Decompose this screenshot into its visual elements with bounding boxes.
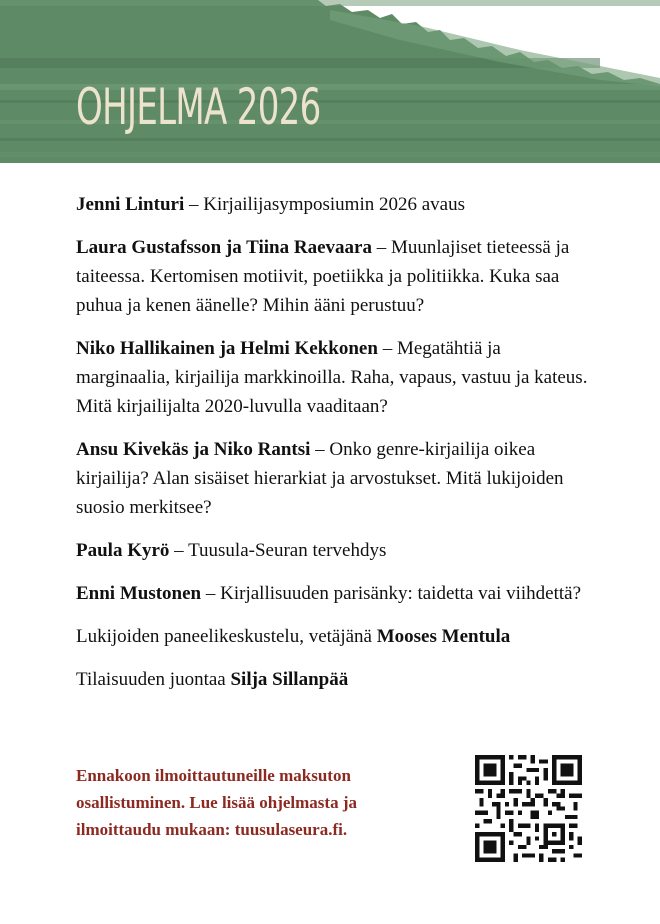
qr-code-icon[interactable] [475,755,582,862]
panel-item: Lukijoiden paneelikeskustelu, vetäjänä Mooses Mentula [76,626,511,647]
item-description: Kirjallisuuden parisänky: taidetta vai viihdettä? [220,583,582,604]
registration-note: Ennakoon ilmoittautuneille maksuton osallistuminen. Lue lisää ohjelmasta ja ilmoittaudu mukaan: tuusulaseura.fi. [76,762,436,843]
speaker-name: Niko Hallikainen ja Helmi Kekkonen [76,338,378,359]
program-item: Paula Kyrö – Tuusula-Seuran tervehdys [76,540,387,561]
program-item: Jenni Linturi – Kirjailijasymposiumin 2026 avaus [76,194,465,215]
host-item: Tilaisuuden juontaa Silja Sillanpää [76,669,349,690]
speaker-name: Laura Gustafsson ja Tiina Raevaara [76,237,372,258]
item-description: Onko genre-kirjailija oikea kirjailija? Alan sisäiset hierarkiat ja arvostukset. Mitä lukijoiden suosio merkitsee? [76,439,564,518]
item-description: Muunlajiset tieteessä ja taiteessa. Kertomisen motiivit, poetiikka ja politiikka. Kuka saa puhua ja kenen äänelle? Mihin ääni perustuu? [76,237,570,316]
speaker-name: Paula Kyrö [76,540,170,561]
moderator-name: Mooses Mentula [376,626,511,647]
host-name: Silja Sillanpää [230,669,349,690]
registration-link-text[interactable]: ilmoittaudu mukaan: tuusulaseura.fi. [76,820,348,839]
speaker-name: Enni Mustonen [76,583,202,604]
speaker-name: Jenni Linturi [76,194,185,215]
program-item: Ansu Kivekäs ja Niko Rantsi – Onko genre-kirjailija oikea kirjailija? Alan sisäiset hierarkiat ja arvostukset. Mitä lukijoiden suosio merkitsee? [76,439,564,518]
item-description: Megatähtiä ja marginaalia, kirjailija markkinoilla. Raha, vapaus, vastuu ja kateus. Mitä kirjailijalta 2020-luvulla vaaditaan? [76,338,588,417]
program-list [76,190,596,708]
program-item: Niko Hallikainen ja Helmi Kekkonen – Megatähtiä ja marginaalia, kirjailija markkinoilla. Raha, vapaus, vastuu ja kateus. Mitä kirjailijalta 2020-luvulla vaaditaan? [76,338,588,417]
program-item: Laura Gustafsson ja Tiina Raevaara – Muunlajiset tieteessä ja taiteessa. Kertomisen motiivit, poetiikka ja politiikka. Kuka saa puhua ja kenen äänelle? Mihin ääni perustuu? [76,237,570,316]
program-item: Enni Mustonen – Kirjallisuuden parisänky: taidetta vai viihdettä? [76,583,582,604]
speaker-name: Ansu Kivekäs ja Niko Rantsi [76,439,311,460]
page-title: OHJELMA 2026 [76,78,321,136]
item-description: Tuusula-Seuran tervehdys [188,540,387,561]
item-description: Kirjailijasymposiumin 2026 avaus [203,194,465,215]
header-banner [0,0,660,163]
